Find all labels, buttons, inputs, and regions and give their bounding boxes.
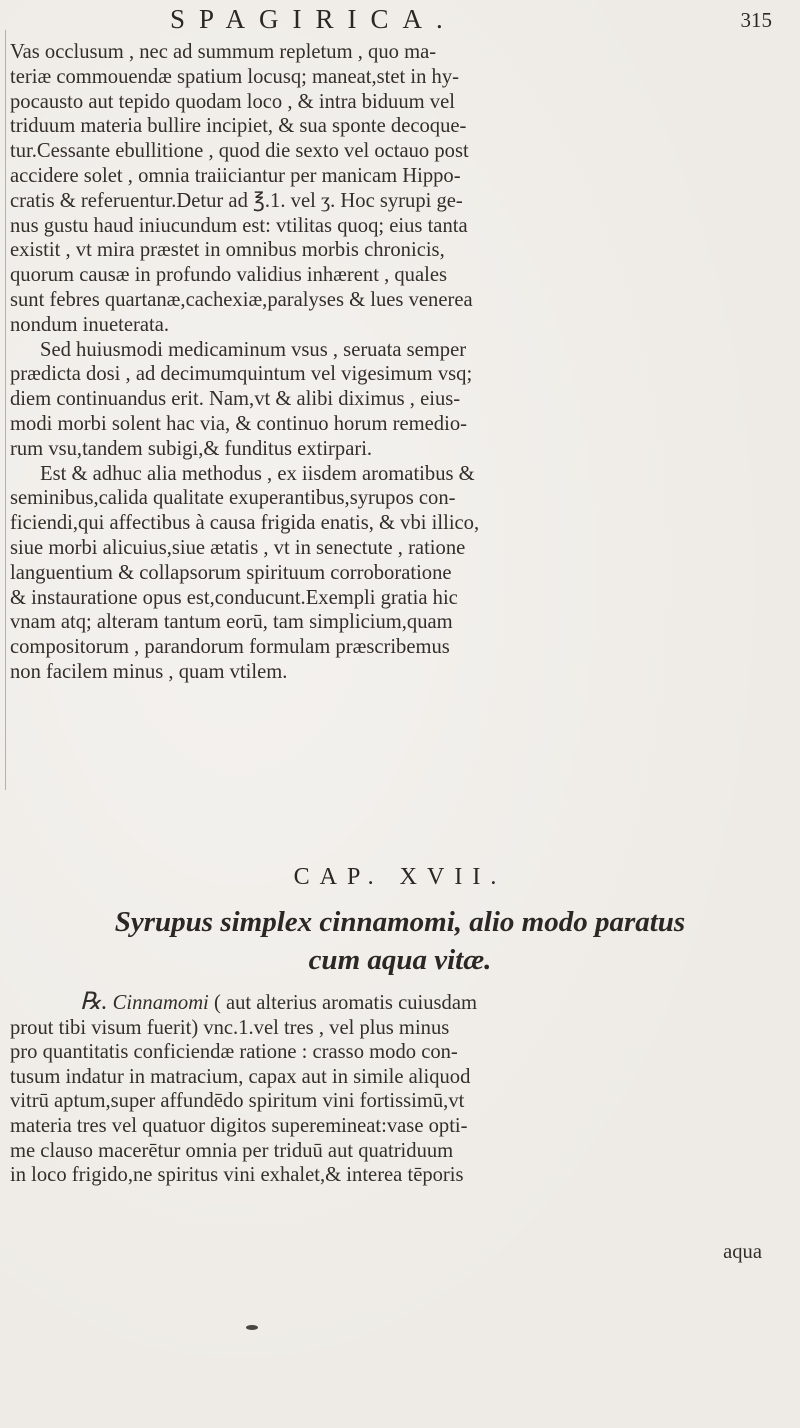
text-line: me clauso macerētur omnia per triduū aut quatriduum xyxy=(10,1139,454,1162)
recipe-first-line xyxy=(10,990,782,1016)
text-line: materia tres vel quatuor digitos superemineat:vase opti- xyxy=(10,1114,468,1137)
text-line: & instauratione opus est,conducunt.Exempli gratia hic xyxy=(10,586,458,609)
running-title: SPAGIRICA. xyxy=(170,4,457,34)
text-line: in loco frigido,ne spiritus vini exhalet,& interea tēporis xyxy=(10,1164,464,1187)
text-line: Sed huiusmodi medicaminum vsus , seruata semper xyxy=(40,338,467,361)
paragraph-3 xyxy=(10,462,782,685)
text-line: prout tibi visum fuerit) vnc.1.vel tres , vel plus minus xyxy=(10,1016,450,1039)
page-gutter-edge xyxy=(5,30,6,790)
text-line: compositorum , parandorum formulam præscribemus xyxy=(10,636,450,659)
chapter-title xyxy=(0,903,800,979)
text-line: diem continuandus erit. Nam,vt & alibi diximus , eius- xyxy=(10,388,461,411)
text-line: rum vsu,tandem subigi,& funditus extirpari. xyxy=(10,437,373,460)
chapter-heading: CAP. XVII. xyxy=(293,864,507,890)
text-line: teriæ commouendæ spatium locusq; maneat,stet in hy- xyxy=(10,65,459,88)
text-line: sunt febres quartanæ,cachexiæ,paralyses & lues venerea xyxy=(10,288,473,311)
text-line: tur.Cessante ebullitione , quod die sexto vel octauo post xyxy=(10,140,469,163)
recipe-rx-symbol: ℞. xyxy=(80,990,108,1015)
recipe-first-line-rest: ( aut alterius aromatis cuiusdam xyxy=(208,992,478,1014)
text-line: Est & adhuc alia methodus , ex iisdem aromatibus & xyxy=(40,462,475,485)
paragraph-2 xyxy=(10,338,782,462)
text-line: cratis & referuentur.Detur ad ℥.1. vel ʒ. Hoc syrupi ge- xyxy=(10,189,463,212)
text-line: ficiendi,qui affectibus à causa frigida enatis, & vbi illico, xyxy=(10,512,480,535)
body-text xyxy=(10,40,782,685)
text-line: prædicta dosi , ad decimumquintum vel vigesimum vsq; xyxy=(10,363,473,386)
chapter-title-line: cum aqua vitæ. xyxy=(308,944,492,976)
text-line: languentium & collapsorum spirituum corroboratione xyxy=(10,561,452,584)
recipe-ingredient: Cinnamomi xyxy=(112,992,209,1014)
text-line: nondum inueterata. xyxy=(10,313,169,336)
page-header xyxy=(0,4,800,38)
paragraph-1 xyxy=(10,40,782,338)
text-line: siue morbi alicuius,siue ætatis , vt in senectute , ratione xyxy=(10,536,466,559)
text-line: accidere solet , omnia traiiciantur per manicam Hippo- xyxy=(10,164,461,187)
text-line: quorum causæ in profundo validius inhærent , quales xyxy=(10,264,447,287)
text-line: triduum materia bullire incipiet, & sua sponte decoque- xyxy=(10,115,467,138)
page-number: 315 xyxy=(740,8,772,32)
text-line: vitrū aptum,super affundēdo spiritum vini fortissimū,vt xyxy=(10,1090,465,1113)
text-line: tusum indatur in matracium, capax aut in simile aliquod xyxy=(10,1065,471,1088)
ink-stain xyxy=(246,1325,258,1330)
text-line: pro quantitatis conficiendæ ratione : crasso modo con- xyxy=(10,1041,458,1064)
text-line: seminibus,calida qualitate exuperantibus,syrupos con- xyxy=(10,487,456,510)
chapter-title-line: Syrupus simplex cinnamomi, alio modo paratus xyxy=(114,906,686,938)
catchword: aqua xyxy=(723,1241,762,1263)
text-line: vnam atq; alteram tantum eorū, tam simplicium,quam xyxy=(10,611,453,634)
text-line: Vas occlusum , nec ad summum repletum , quo ma- xyxy=(10,41,437,63)
text-line: pocausto aut tepido quodam loco , & intra biduum vel xyxy=(10,90,455,113)
recipe-text xyxy=(10,990,782,1188)
text-line: non facilem minus , quam vtilem. xyxy=(10,660,288,683)
text-line: modi morbi solent hac via, & continuo horum remedio- xyxy=(10,412,467,435)
text-line: existit , vt mira præstet in omnibus morbis chronicis, xyxy=(10,239,445,262)
text-line: nus gustu haud iniucundum est: vtilitas quoq; eius tanta xyxy=(10,214,468,237)
